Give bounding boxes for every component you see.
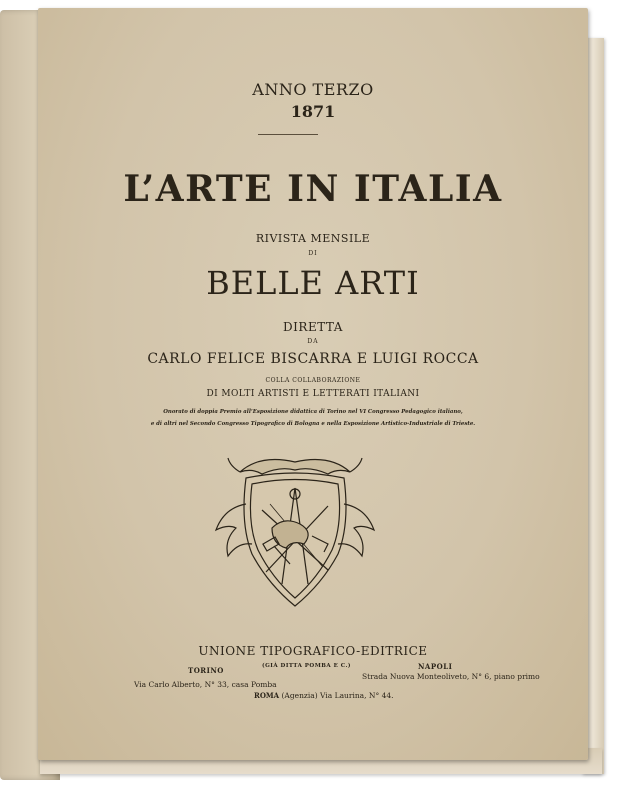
divider-rule [258,134,318,135]
connector-di: DI [308,250,318,257]
publisher-name: UNIONE TIPOGRAFICO-EDITRICE [198,644,428,658]
artists-shield-emblem-icon [210,444,380,614]
journal-title: L’ARTE IN ITALIA [123,168,503,210]
roma-imprint [254,691,394,700]
collaboration-label: COLLA COLLABORAZIONE [265,377,361,384]
publication-year: 1871 [290,102,336,121]
honors-line-1: Onorato di doppia Premio all’Esposizione didattica di Torino nel VI Congresso Pedagogico italiano, [163,409,463,415]
title-page [38,8,588,760]
connector-da: DA [307,338,319,345]
honors-line-2: e di altri nel Secondo Congresso Tipografico di Bologna e nella Esposizione Artistico-Industriale di Trieste. [150,421,476,427]
torino-address: Via Carlo Alberto, N° 33, casa Pomba [134,680,277,689]
journal-subtitle: RIVISTA MENSILE [255,232,371,245]
roma-address: (Agenzia) Via Laurina, N° 44. [281,691,394,700]
editors-names: CARLO FELICE BISCARRA E LUIGI ROCCA [147,351,479,367]
napoli-address: Strada Nuova Monteoliveto, N° 6, piano primo [362,672,540,681]
roma-label: ROMA [254,691,280,700]
directed-label: DIRETTA [283,320,343,334]
journal-subject: BELLE ARTI [206,264,420,302]
torino-label: TORINO [188,666,224,675]
napoli-label: NAPOLI [418,662,453,671]
former-firm-note: (GIÀ DITTA POMBA E C.) [262,663,352,669]
contributors-line: DI MOLTI ARTISTI E LETTERATI ITALIANI [206,389,420,399]
volume-label: ANNO TERZO [252,80,374,99]
